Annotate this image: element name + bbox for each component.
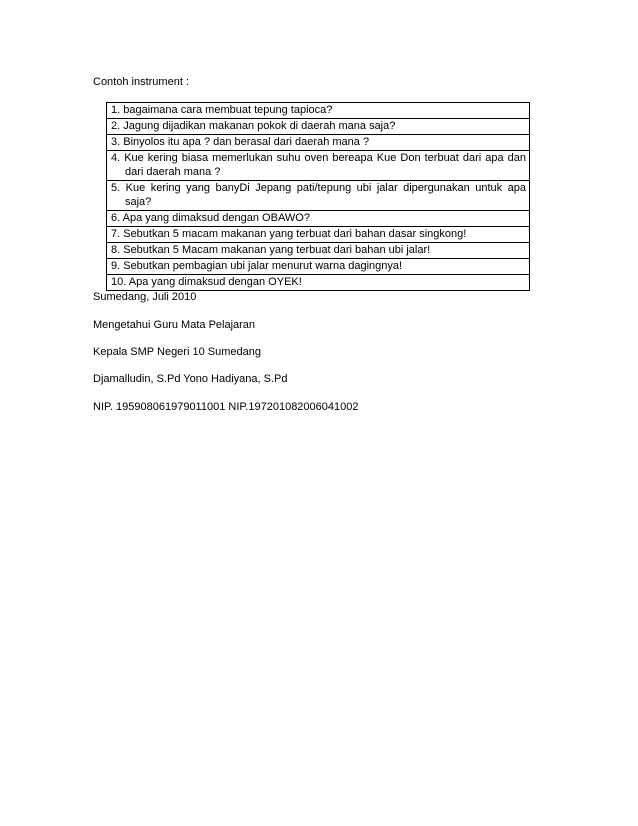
acknowledged-line: Mengetahui Guru Mata Pelajaran <box>93 319 256 331</box>
question-item: 2. Jagung dijadikan makanan pokok di daerah mana saja? <box>107 119 530 135</box>
principal-title: Kepala SMP Negeri 10 Sumedang <box>93 346 261 358</box>
question-item: 4. Kue kering biasa memerlukan suhu oven bereapa Kue Don terbuat dari apa dan dari daerah mana ? <box>107 151 530 181</box>
question-row <box>107 227 530 243</box>
question-table <box>106 102 530 291</box>
question-item: 9. Sebutkan pembagian ubi jalar menurut warna dagingnya! <box>107 259 530 275</box>
question-row <box>107 103 530 119</box>
question-row <box>107 181 530 211</box>
question-item: 1. bagaimana cara membuat tepung tapioca? <box>107 103 530 119</box>
question-item: 6. Apa yang dimaksud dengan OBAWO? <box>107 211 530 227</box>
question-item: 3. Binyolos itu apa ? dan berasal dari daerah mana ? <box>107 135 530 151</box>
question-row <box>107 211 530 227</box>
question-row <box>107 135 530 151</box>
signatory-nip: NIP. 195908061979011001 NIP.197201082006041002 <box>93 401 359 413</box>
question-item: 8. Sebutkan 5 Macam makanan yang terbuat dari bahan ubi jalar! <box>107 243 530 259</box>
question-row <box>107 119 530 135</box>
question-row <box>107 151 530 181</box>
question-item: 7. Sebutkan 5 macam makanan yang terbuat dari bahan dasar singkong! <box>107 227 530 243</box>
question-row <box>107 259 530 275</box>
question-item: 5. Kue kering yang banyDi Jepang pati/tepung ubi jalar dipergunakan untuk apa saja? <box>107 181 530 211</box>
place-date: Sumedang, Juli 2010 <box>93 291 197 303</box>
signatory-names: Djamalludin, S.Pd Yono Hadiyana, S.Pd <box>93 373 288 385</box>
question-item: 10. Apa yang dimaksud dengan OYEK! <box>107 275 530 291</box>
question-row <box>107 275 530 291</box>
question-row <box>107 243 530 259</box>
instrument-heading: Contoh instrument : <box>93 76 189 88</box>
